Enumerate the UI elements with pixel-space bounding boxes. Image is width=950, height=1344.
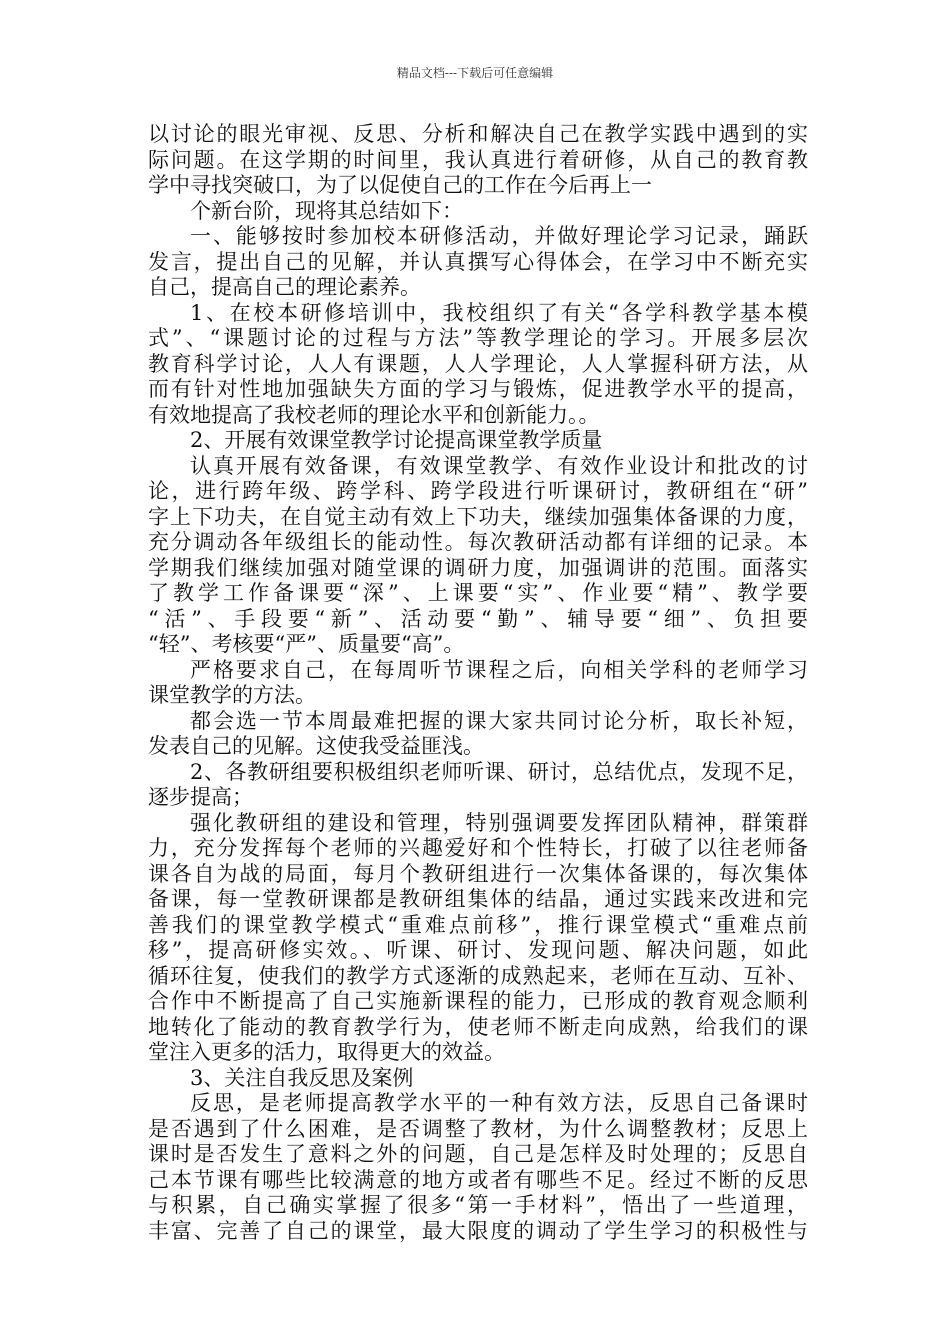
text-line: 2、各教研组要积极组织老师听课、研讨，总结优点，发现不足， [190,759,808,784]
text-line: 与积累，自己确实掌握了很多“第一手材料”，悟出了一些道理， [148,1193,808,1217]
text-line: 3、关注自我反思及案例 [190,1065,414,1090]
text-line: 善我们的课堂教学模式“重难点前移”，推行课堂模式“重难点前 [148,912,808,937]
text-line: 自己，提高自己的理论素养。 [148,275,421,299]
text-line: 了教学工作备课要“深”、上课要“实”、作业要“精”、教学要 [148,581,808,605]
text-line: 字上下功夫，在自觉主动有效上下功夫，继续加强集体备课的力度， [148,504,808,529]
text-line: 有效地提高了我校老师的理论水平和创新能力。。 [148,402,600,427]
text-line: 2、开展有效课堂教学讨论提高课堂教学质量 [190,428,603,452]
text-line: “活”、手段要“新”、活动要“勤”、辅导要“细”、负担要 [148,606,808,631]
text-line: 课堂教学的方法。 [148,683,316,707]
text-line: 充分调动各年级组长的能动性。每次教研活动都有详细的记录。本 [148,530,808,554]
text-line: 论，进行跨年级、跨学科、跨学段进行听课研讨，教研组在“研” [148,479,808,503]
text-line: 己本节课有哪些比较满意的地方或者有哪些不足。经过不断的反思 [148,1167,808,1192]
text-line: 课时是否发生了意料之外的问题，自己是怎样及时处理的；反思自 [148,1142,808,1166]
text-line: 学期我们继续加强对随堂课的调研力度，加强调讲的范围。面落实 [148,555,808,580]
text-line: 逐步提高； [148,785,253,809]
text-line: 发表自己的见解。这使我受益匪浅。 [148,734,484,758]
document-body [148,122,808,1244]
text-line: “轻”、考核要“严”、质量要“高”。 [148,632,465,656]
text-line: 地转化了能动的教育教学行为，使老师不断走向成熟，给我们的课 [148,1014,808,1039]
text-line: 丰富、完善了自己的课堂，最大限度的调动了学生学习的积极性与 [148,1218,808,1243]
text-line: 都会选一节本周最难把握的课大家共同讨论分析，取长补短， [190,708,808,733]
text-line: 发言，提出自己的见解，并认真撰写心得体会，在学习中不断充实 [148,249,808,274]
text-line: 是否遇到了什么困难，是否调整了教材，为什么调整教材；反思上 [148,1116,808,1141]
page-header: 精品文档---下载后可任意编辑 [396,66,554,80]
text-line: 严格要求自己，在每周听节课程之后，向相关学科的老师学习 [190,657,808,682]
text-line: 课各自为战的局面，每月个教研组进行一次集体备课的，每次集体 [148,861,808,886]
text-line: 力，充分发挥每个老师的兴趣爱好和个性特长，打破了以往老师备 [148,836,808,860]
text-line: 而有针对性地加强缺失方面的学习与锻炼，促进教学水平的提高， [148,377,808,401]
text-line: 认真开展有效备课，有效课堂教学、有效作业设计和批改的讨 [190,453,808,478]
text-line: 学中寻找突破口，为了以促使自己的工作在今后再上一 [148,173,652,197]
text-line: 个新台阶，现将其总结如下： [190,198,463,223]
text-line: 强化教研组的建设和管理，特别强调要发挥团队精神，群策群 [190,810,808,835]
text-line: 以讨论的眼光审视、反思、分析和解决自己在教学实践中遇到的实 [148,122,808,146]
text-line: 堂注入更多的活力，取得更大的效益。 [148,1040,505,1064]
text-line: 移”，提高研修实效。、听课、研讨、发现问题、解决问题，如此 [148,938,808,962]
text-line: 1、在校本研修培训中，我校组织了有关“各学科教学基本模 [190,300,808,325]
text-line: 教育科学讨论，人人有课题，人人学理论，人人掌握科研方法，从 [148,351,808,376]
text-line: 一、能够按时参加校本研修活动，并做好理论学习记录，踊跃 [190,224,808,248]
text-line: 循环往复，使我们的教学方式逐渐的成熟起来，老师在互动、互补、 [148,963,808,988]
text-line: 合作中不断提高了自己实施新课程的能力，已形成的教育观念顺利 [148,989,808,1013]
text-line: 反思，是老师提高教学水平的一种有效方法，反思自己备课时 [190,1091,808,1115]
text-line: 备课，每一堂教研课都是教研组集体的结晶，通过实践来改进和完 [148,887,808,911]
text-line: 式”、“课题讨论的过程与方法”等教学理论的学习。开展多层次 [148,326,808,350]
text-line: 际问题。在这学期的时间里，我认真进行着研修，从自己的教育教 [148,147,808,172]
